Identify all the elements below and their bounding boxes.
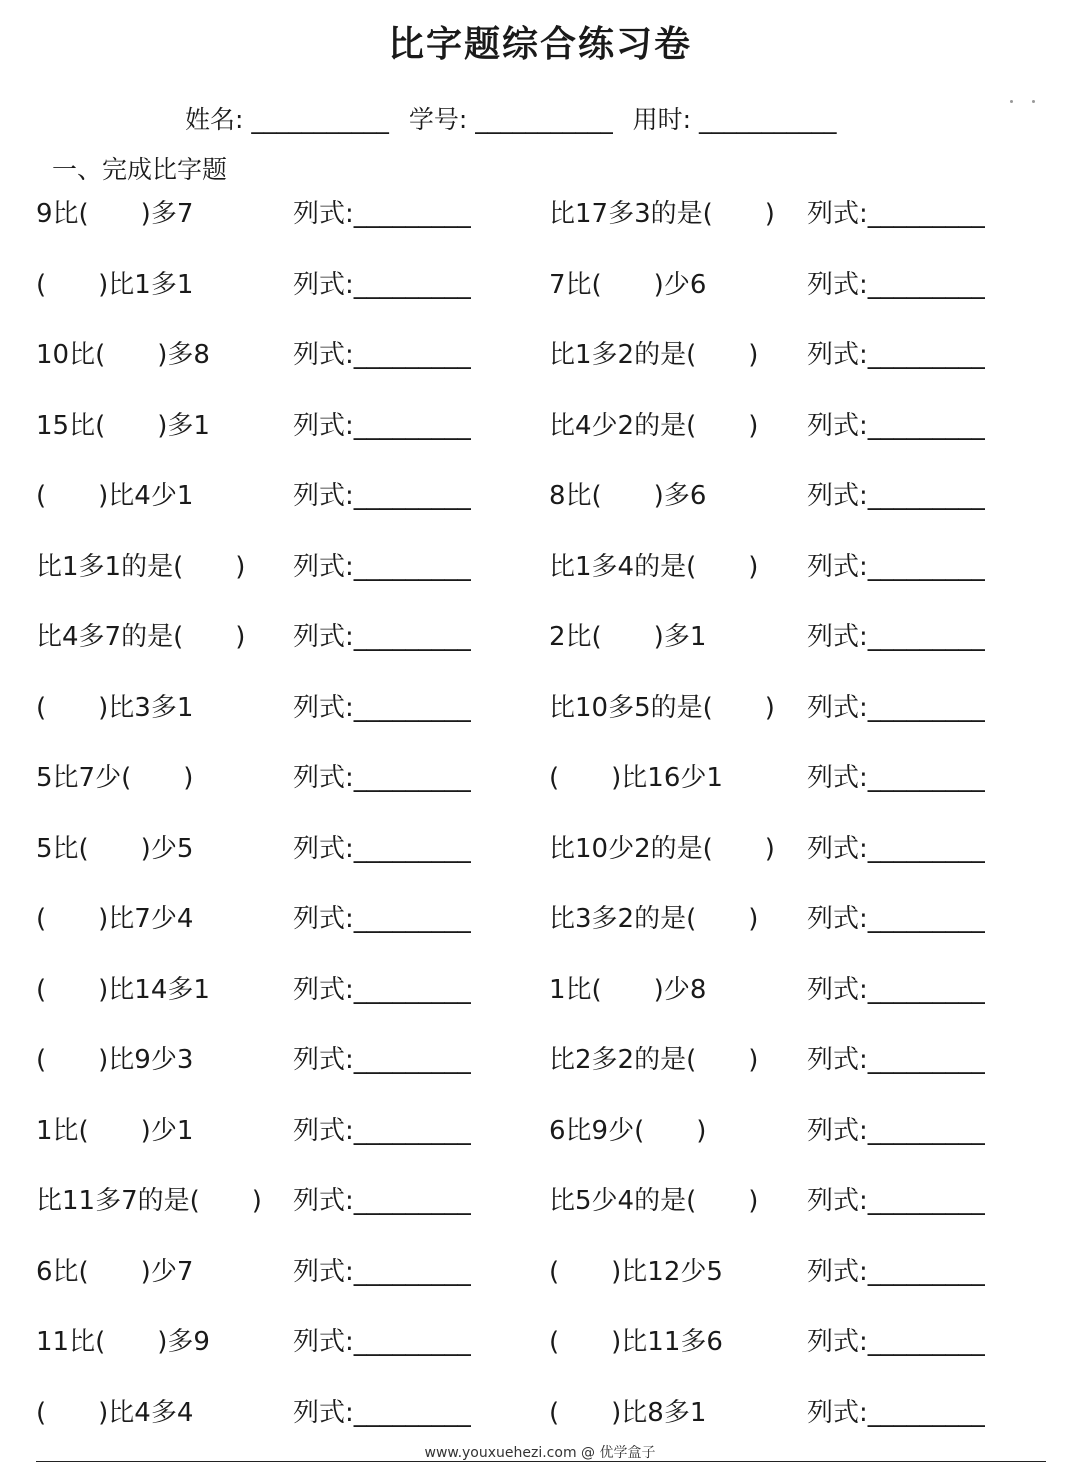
question-row	[0, 263, 1080, 334]
answer-blank-right[interactable]: 列式:_________	[807, 833, 985, 864]
answer-blank-right[interactable]: 列式:_________	[807, 199, 985, 229]
question-right: 6比9少( )	[549, 1115, 707, 1146]
question-row	[0, 333, 1080, 404]
answer-blank-right[interactable]: 列式:_________	[807, 1397, 985, 1428]
answer-blank-right[interactable]: 列式:_________	[807, 1115, 985, 1146]
question-row	[0, 1320, 1080, 1391]
question-row	[0, 404, 1080, 475]
answer-blank-right[interactable]: 列式:_________	[807, 1327, 985, 1357]
question-row	[0, 827, 1080, 898]
question-right: 比17多3的是( )	[549, 199, 775, 229]
question-left: ( )比4多4	[36, 1397, 194, 1428]
section-title: 一、完成比字题	[52, 155, 228, 184]
question-left: ( )比4少1	[36, 481, 194, 511]
question-left: 11比( )多9	[36, 1327, 210, 1357]
question-left: ( )比1多1	[36, 269, 194, 300]
question-right: 比5少4的是( )	[549, 1186, 759, 1216]
question-row	[0, 756, 1080, 827]
question-row	[0, 686, 1080, 757]
question-left: 比4多7的是( )	[36, 622, 246, 652]
scan-dots	[1008, 100, 1036, 108]
answer-blank-left[interactable]: 列式:_________	[293, 1115, 471, 1146]
answer-blank-left[interactable]: 列式:_________	[293, 410, 471, 441]
answer-blank-left[interactable]: 列式:_________	[293, 1186, 471, 1216]
question-left: ( )比7少4	[36, 904, 194, 934]
time-used-field[interactable]: 用时: ___________	[632, 105, 837, 134]
answer-blank-right[interactable]: 列式:_________	[807, 340, 985, 370]
footer-text: www.youxuehezi.com @ 优学盒子	[424, 1445, 656, 1461]
answer-blank-right[interactable]: 列式:_________	[807, 410, 985, 441]
answer-blank-right[interactable]: 列式:_________	[807, 904, 985, 934]
question-right: ( )比16少1	[549, 763, 723, 793]
question-right: 比1多4的是( )	[549, 551, 759, 582]
question-row	[0, 192, 1080, 263]
answer-blank-right[interactable]: 列式:_________	[807, 551, 985, 582]
question-row	[0, 545, 1080, 616]
answer-blank-left[interactable]: 列式:_________	[293, 551, 471, 582]
answer-blank-left[interactable]: 列式:_________	[293, 904, 471, 934]
answer-blank-right[interactable]: 列式:_________	[807, 269, 985, 300]
answer-blank-left[interactable]: 列式:_________	[293, 340, 471, 370]
question-right: 1比( )少8	[549, 974, 707, 1005]
answer-blank-left[interactable]: 列式:_________	[293, 622, 471, 652]
question-left: ( )比3多1	[36, 692, 194, 723]
answer-blank-right[interactable]: 列式:_________	[807, 692, 985, 723]
page-title: 比字题综合练习卷	[387, 24, 692, 65]
question-right: 比10多5的是( )	[549, 692, 775, 723]
question-row	[0, 1250, 1080, 1321]
question-right: 8比( )多6	[549, 481, 707, 511]
answer-blank-left[interactable]: 列式:_________	[293, 763, 471, 793]
question-left: 10比( )多8	[36, 340, 210, 370]
answer-blank-left[interactable]: 列式:_________	[293, 974, 471, 1005]
question-row	[0, 968, 1080, 1039]
question-row	[0, 897, 1080, 968]
question-row	[0, 474, 1080, 545]
question-row	[0, 615, 1080, 686]
answer-blank-left[interactable]: 列式:_________	[293, 1045, 471, 1075]
question-left: ( )比14多1	[36, 974, 210, 1005]
question-left: 6比( )少7	[36, 1256, 194, 1287]
student-info-row	[185, 100, 849, 140]
question-right: 2比( )多1	[549, 622, 707, 652]
question-left: 5比7少( )	[36, 763, 194, 793]
answer-blank-right[interactable]: 列式:_________	[807, 481, 985, 511]
answer-blank-right[interactable]: 列式:_________	[807, 974, 985, 1005]
question-left: 比11多7的是( )	[36, 1186, 262, 1216]
question-right: ( )比8多1	[549, 1397, 707, 1428]
question-right: ( )比11多6	[549, 1327, 723, 1357]
name-field[interactable]: 姓名: ___________	[185, 105, 389, 134]
answer-blank-left[interactable]: 列式:_________	[293, 692, 471, 723]
question-right: ( )比12少5	[549, 1256, 723, 1287]
answer-blank-left[interactable]: 列式:_________	[293, 1397, 471, 1428]
question-right: 比1多2的是( )	[549, 340, 759, 370]
question-left: 15比( )多1	[36, 410, 210, 441]
question-left: 比1多1的是( )	[36, 551, 246, 582]
question-row	[0, 1179, 1080, 1250]
question-left: 9比( )多7	[36, 199, 194, 229]
question-right: 比2多2的是( )	[549, 1045, 759, 1075]
answer-blank-left[interactable]: 列式:_________	[293, 269, 471, 300]
question-right: 比4少2的是( )	[549, 410, 759, 441]
question-row	[0, 1109, 1080, 1180]
question-right: 比3多2的是( )	[549, 904, 759, 934]
answer-blank-right[interactable]: 列式:_________	[807, 622, 985, 652]
answer-blank-left[interactable]: 列式:_________	[293, 199, 471, 229]
answer-blank-right[interactable]: 列式:_________	[807, 1045, 985, 1075]
answer-blank-left[interactable]: 列式:_________	[293, 481, 471, 511]
question-right: 比10少2的是( )	[549, 833, 775, 864]
question-right: 7比( )少6	[549, 269, 707, 300]
footer-divider	[36, 1461, 1046, 1462]
answer-blank-left[interactable]: 列式:_________	[293, 1256, 471, 1287]
answer-blank-left[interactable]: 列式:_________	[293, 833, 471, 864]
student-number-field[interactable]: 学号: ___________	[408, 105, 613, 134]
question-list	[0, 192, 1080, 1461]
question-left: ( )比9少3	[36, 1045, 194, 1075]
answer-blank-left[interactable]: 列式:_________	[293, 1327, 471, 1357]
answer-blank-right[interactable]: 列式:_________	[807, 1186, 985, 1216]
question-left: 1比( )少1	[36, 1115, 194, 1146]
answer-blank-right[interactable]: 列式:_________	[807, 763, 985, 793]
question-row	[0, 1038, 1080, 1109]
question-left: 5比( )少5	[36, 833, 194, 864]
answer-blank-right[interactable]: 列式:_________	[807, 1256, 985, 1287]
